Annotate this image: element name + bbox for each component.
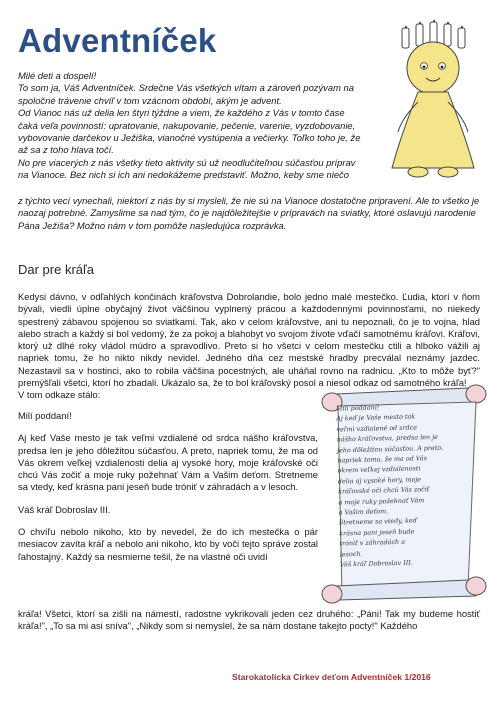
intro-text-wide	[18, 195, 480, 232]
story-continuation: kráľa! Všetci, ktorí sa zišli na námestí, radostne vykrikovali jeden cez druhého: „Páni! Tak my budeme hostiť kráľa!", „To sa mi asi sníva", „Nikdy som si nemyslel, že sa nám dostane takejto pocty!" Každého	[18, 608, 480, 632]
intro-greeting: Milé deti a dospelí!	[18, 70, 97, 81]
page-title: Adventníček	[18, 22, 217, 59]
story-paragraph-6: O chvíľu nebolo nikoho, kto by nevedel, že do ich mestečka o pár mesiacov zavíta kráľ a nebolo ani nikoho, kto by voči tejto správe zostal ľahostajný. Každý sa nesmierne tešil, že na vlastné oči uvidí	[18, 526, 318, 562]
footer-publication: Adventníček 1/2016	[350, 672, 431, 682]
scroll-letter-line: a moje ruky požehnať Vám	[338, 495, 425, 507]
scroll-letter-line: delia aj vysoké hory, moje	[337, 475, 422, 486]
story-paragraph-1: Kedysi dávno, v odľahlých končinách kráľovstva Dobrolandie, bolo jedno malé mestečko. Ľudia, ktorí v ňom bývali, viedli úplne obyčajný život väčšinou vyplnený prácou a každodennými povinnosťami, no niekedy spestrený zábavou spojenou so sviatkami. Tak, ako v celom kráľovstve, ani tu nepoznali, čo je to vojna, hlad alebo strach a každý si bol vedomý, že za pokoj a blahobyt vo svojom živote vďačí samotnému kráľovi. Kráľovi, ktorý už dlhé roky vládol múdro a spravodlivo. Preto si ho všetci v celom mestečku ctili a hlboko vážili aj napriek tomu, že ho nikto nikdy nevidel. Jedného dňa cez mestské hradby precválal neznámy jazdec. Nezastavil sa v hostinci, ako to robila väčšina pocestných, ale uháňal rovno na radnicu. „Kto to môže byť?" premýšľali všetci, ktorí ho zbadali. Ukázalo sa, že to bol kráľovský posol a niesol odkaz od samotného kráľa!	[18, 291, 480, 389]
scroll-letter-line: nášho kráľovstva, predsa len je	[336, 433, 439, 444]
letter-salutation: Milí poddaní!	[18, 410, 72, 421]
scroll-letter-line: tróniť v záhradách a	[339, 538, 406, 548]
intro-paragraph-3a: No pre viacerých z nás všetky tieto aktivity sú už neodlučiteľnou súčasťou príprav na Vianoce. Bez nich si ich ani nedokážeme predstaviť. Možno, keby sme niečo	[18, 156, 356, 181]
intro-paragraph-2: Od Vianoc nás už delia len štyri týždne a viem, že každého z Vás v tomto čase čaká veľa povinností: upratovanie, nakupovanie, pečenie, varenie, vyzdobovanie, vybovovanie darčekov u Ježiška, vianočné vystúpenia a večierky. Toľko toho je, že až sa z toho hlava točí.	[18, 107, 361, 156]
adventnicek-character-illustration	[378, 18, 488, 188]
scroll-letter-line: a Vašim deťom.	[338, 507, 389, 517]
letter-body: Aj keď Vaše mesto je tak veľmi vzdialené od srdca nášho kráľovstva, predsa len je jeho dôležitou súčasťou. A preto, napriek tomu, že ma od Vás okrem veľkej vzdialenosti delia aj vysoké hory, moje kráľovské oči chcú Vás zočiť a moje ruky požehnať Vám a Vašim deťom. Stretneme sa vtedy, keď krásna pani jeseň bude tróniť v záhradách a v lesoch.	[18, 432, 318, 493]
intro-text	[18, 70, 366, 182]
scroll-letter-line: Stretneme sa vtedy, keď	[338, 516, 417, 527]
letter-signature: Váš kráľ Dobroslav III.	[18, 503, 111, 515]
scroll-letter-line: veľmi vzdialené od srdca	[336, 423, 418, 434]
scroll-letter-line: krásna pani jeseň bude	[339, 527, 415, 538]
scroll-letter-line: okrem veľkej vzdialenosti	[337, 464, 421, 475]
footer	[232, 672, 431, 682]
scroll-letter-line: Milí poddaní!	[335, 403, 380, 413]
scroll-letter-line: kráľovské oči chcú Vás zočiť	[338, 485, 430, 496]
scroll-letter-line: Aj keď je Vaše mesto tak	[336, 412, 416, 423]
scroll-letter-text	[336, 401, 456, 570]
intro-paragraph-3b: z týchto vecí vynechali, niektorí z nás by si mysleli, že nie sú na Vianoce dostatočne pripravení. Ale to všetko je naozaj potrebné. Zamyslime sa nad tým, čo je najdôležitejšie v prípravách na sviatky, ktoré oslavujú narodenie Pána Ježiša? Možno nám v tom pomôže nasledujúca rozprávka.	[18, 195, 480, 231]
footer-organization: Starokatolícka Cirkev deťom	[232, 672, 349, 682]
scroll-letter-line: napriek tomu, že ma od Vás	[337, 454, 428, 465]
scroll-letter-line: jeho dôležitou súčasťou. A preto,	[336, 443, 444, 455]
scroll-letter-line: lesoch.	[339, 549, 363, 559]
scroll-letter-line: Váš kráľ Dobroslav III.	[339, 558, 413, 569]
story-paragraph-2: V tom odkaze stálo:	[18, 389, 101, 401]
story-column	[18, 410, 318, 573]
intro-paragraph-1: To som ja, Váš Adventníček. Srdečne Vás všetkých vítam a zároveň pozývam na spoločné trávenie chvíľ v tom vzácnom období, akým je advent.	[18, 82, 354, 106]
section-title: Dar pre kráľa	[18, 262, 95, 277]
